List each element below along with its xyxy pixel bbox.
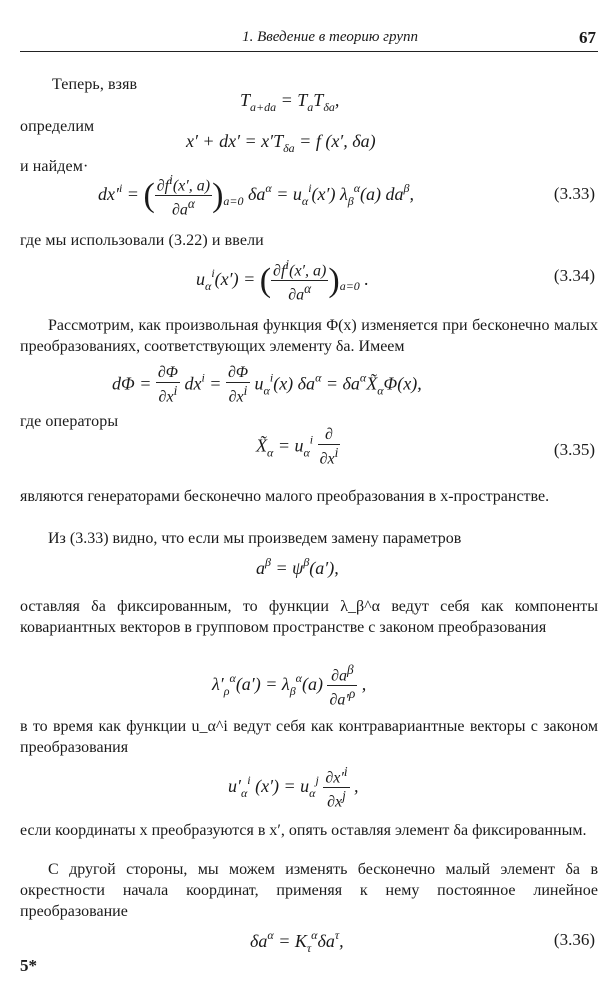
equation-e7: $a^\beta = \psi^\beta(a')$,: [256, 555, 339, 578]
running-title: 1. Введение в теорию групп: [242, 29, 418, 45]
equation-e2: $x' + dx' = x'T_{\delta a} = f$ (x′, δa): [186, 131, 376, 155]
text-line: определим: [20, 118, 95, 135]
text-line: где мы использовали (3.22) и ввели: [20, 232, 264, 249]
paragraph: С другой стороны, мы можем изменять бесконечно малый элемент δa в окрестности начала координат, применяя к нему постоянное линейное преобразование: [20, 861, 598, 920]
equation-number: (3.34): [553, 266, 595, 285]
signature-mark: 5*: [20, 956, 37, 975]
equation-e8: $\lambda'_\rho^\alpha(a') = \lambda_\beta^\alpha(a)$ $\frac{\partial a^\beta}{\partial a'^\rho}$ ,: [212, 662, 367, 709]
text-line: Теперь, взяв: [52, 76, 138, 93]
text-line: где операторы: [20, 413, 119, 430]
paragraph: являются генераторами бесконечно малого преобразования в x-пространстве.: [20, 488, 550, 505]
running-header: [20, 26, 598, 52]
equation-e3: $dx'^i$ = ( $\frac{\partial f^i(x', a)}{\partial a^\alpha}$ )$_{a=0}$ $\delta a^\alpha = u_\alpha^i(x')$ $\lambda_\beta^\alpha(a)$ $da^\beta$,: [98, 172, 415, 219]
equation-e5: dΦ = $\frac{\partial\Phi}{\partial x^i}$ $dx^i$ = $\frac{\partial\Phi}{\partial x^i}$ $u_\alpha^i(x) \delta a^\alpha$ = $\delta a^\alpha X̃_\alpha\Phi(x)$,: [112, 364, 422, 406]
paragraph: Из (3.33) видно, что если мы произведем замену параметров: [48, 530, 462, 547]
paragraph: оставляя δa фиксированным, то функции λ_β^α ведут себя как компоненты ковариантных векторов в групповом пространстве с законом преобразования: [20, 598, 598, 636]
page-number: 67: [579, 28, 596, 47]
equation-e6: $X̃_\alpha = u_\alpha^i$ $\frac{\partial}{\partial x^i}$: [256, 426, 339, 468]
equation-number: (3.35): [553, 440, 595, 459]
text-line: и найдем·: [20, 158, 89, 175]
equation-number: (3.33): [553, 184, 595, 203]
equation-e9: $u'_\alpha^i$ $(x') = u_\alpha^j$ $\frac{\partial x'^i}{\partial x^j}$ ,: [228, 764, 359, 811]
header-rule: [20, 51, 598, 52]
equation-number: (3.36): [553, 930, 595, 949]
equation-e10: $\delta a^\alpha = K_\tau^\alpha\delta a^\tau$,: [250, 928, 344, 955]
equation-e4: $u_\alpha^i(x')$ = ( $\frac{\partial f^i(x', a)}{\partial a^\alpha}$ )$_{a=0}$ .: [196, 257, 369, 304]
equation-e1: $T_{a+da} = T_aT_{\delta a}$,: [240, 90, 340, 114]
paragraph: в то время как функции u_α^i ведут себя как контравариантные векторы с законом преобразования: [20, 718, 598, 756]
paragraph: Рассмотрим, как произвольная функция Φ(x) изменяется при бесконечно малых преобразованиях, соответствующих элементу δa. Имеем: [20, 317, 598, 355]
paragraph: если координаты x преобразуются в x′, опять оставляя элемент δa фиксированным.: [20, 822, 587, 839]
